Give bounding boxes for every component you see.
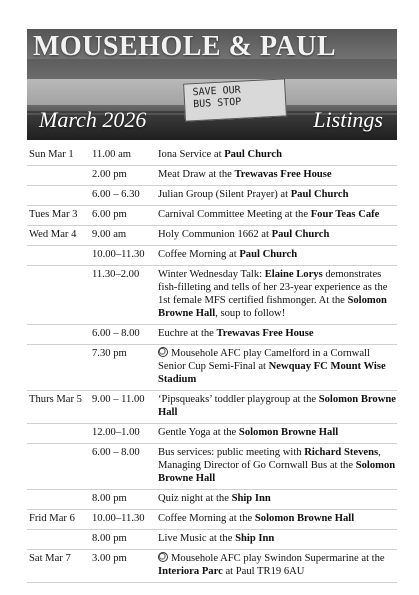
- listing-text: Iona Service at: [158, 149, 225, 160]
- listing-row: [27, 266, 397, 325]
- listing-text: Mousehole AFC play Camelford in a Cornwall Senior Cup Semi-Final at: [158, 348, 370, 372]
- listing-text: Winter Wednesday Talk:: [158, 269, 265, 280]
- header-banner: [27, 29, 397, 140]
- listing-description: [158, 446, 397, 485]
- listing-venue: Trewavas Free House: [234, 169, 332, 180]
- page-title: MOUSEHOLE & PAUL: [33, 31, 337, 62]
- listing-day: Sun Mar 1: [29, 149, 74, 160]
- listing-text: Bus services: public meeting with: [158, 447, 305, 458]
- listing-description: [158, 512, 397, 525]
- bus-stop-sign: [183, 78, 287, 121]
- listing-venue: Solomon Browne Hall: [254, 513, 355, 524]
- listing-text: Live Music at the: [158, 533, 236, 544]
- listing-text: Euchre at the: [158, 328, 217, 339]
- listing-time: 6.00 – 6.30: [92, 189, 140, 200]
- listing-text: , Managing Director of Go Cornwall Bus at the: [158, 447, 381, 471]
- listing-row: [27, 345, 397, 391]
- listings-table: [27, 146, 397, 583]
- listing-row: [27, 444, 397, 490]
- listing-description: [158, 268, 397, 320]
- listing-description: [158, 148, 397, 161]
- listing-description: [158, 426, 397, 439]
- listing-day: Wed Mar 4: [29, 229, 77, 240]
- listing-text: ‘Pipsqueaks’ toddler playgroup at the: [158, 394, 319, 405]
- listing-text: Holy Communion 1662 at: [158, 229, 272, 240]
- listing-row: [27, 325, 397, 345]
- listing-row: [27, 166, 397, 186]
- listing-venue: Ship Inn: [231, 493, 271, 504]
- listing-venue: Paul Church: [224, 149, 282, 160]
- listing-row: [27, 206, 397, 226]
- listing-time: 6.00 – 8.00: [92, 328, 140, 339]
- listing-row: [27, 424, 397, 444]
- listing-row: [27, 226, 397, 246]
- listing-time: 10.00–11.30: [92, 249, 145, 260]
- listing-text: Mousehole AFC play Swindon Supermarine at the: [171, 553, 385, 564]
- listing-venue: Solomon Browne Hall: [238, 427, 339, 438]
- listing-row: [27, 246, 397, 266]
- listing-text: , soup to follow!: [215, 308, 286, 319]
- listing-venue: Paul Church: [271, 229, 330, 240]
- sign-text: [192, 85, 241, 111]
- section-label: Listings: [313, 107, 383, 132]
- listing-text: Quiz night at the: [158, 493, 232, 504]
- listing-description: [158, 168, 397, 181]
- listing-description: [158, 532, 397, 545]
- listing-day: Tues Mar 3: [29, 209, 78, 220]
- listing-row: [27, 550, 397, 583]
- sign-line-2: BUS STOP: [192, 96, 242, 111]
- listing-row: [27, 490, 397, 510]
- listing-time: 8.00 pm: [92, 493, 127, 504]
- listing-description: [158, 248, 397, 261]
- listing-description: [158, 208, 397, 221]
- listing-time: 7.30 pm: [92, 348, 127, 359]
- listing-description: [158, 492, 397, 505]
- listing-row: [27, 530, 397, 550]
- listing-text: Coffee Morning at: [158, 249, 240, 260]
- listing-venue: Paul Church: [239, 249, 298, 260]
- listing-description: [158, 188, 397, 201]
- listing-time: 11.00 am: [92, 149, 132, 160]
- listing-text: Coffee Morning at the: [158, 513, 255, 524]
- listing-venue: Interiora Parc: [158, 566, 223, 577]
- listing-venue: Elaine Lorys: [264, 269, 323, 280]
- listing-text: at Paul TR19 6AU: [222, 566, 305, 577]
- listing-text: Julian Group (Silent Prayer) at: [158, 189, 291, 200]
- listing-text: demonstrates fish-filleting and tells of her 23-year experience as the 1st female MFS certified fishmonger. At the: [158, 269, 388, 306]
- listing-venue: Richard Stevens: [304, 447, 379, 458]
- listing-description: [158, 393, 397, 419]
- listing-venue: Paul Church: [290, 189, 349, 200]
- listing-day: Frid Mar 6: [29, 513, 75, 524]
- listing-time: 11.30–2.00: [92, 269, 140, 280]
- listing-day: Thurs Mar 5: [29, 394, 82, 405]
- listing-venue: Solomon Browne Hall: [158, 295, 387, 319]
- listing-venue: Solomon Browne Hall: [158, 460, 396, 484]
- listing-venue: Four Teas Cafe: [310, 209, 380, 220]
- listing-time: 8.00 pm: [92, 533, 127, 544]
- listing-venue: Ship Inn: [235, 533, 275, 544]
- listing-text: Carnival Committee Meeting at the: [158, 209, 311, 220]
- listing-time: 2.00 pm: [92, 169, 127, 180]
- listing-description: [158, 347, 397, 386]
- listing-row: [27, 391, 397, 424]
- listing-row: [27, 146, 397, 166]
- listing-time: 3.00 pm: [92, 553, 127, 564]
- listing-description: [158, 228, 397, 241]
- listing-time: 9.00 am: [92, 229, 127, 240]
- listing-description: [158, 552, 397, 578]
- football-icon: [158, 552, 168, 562]
- listing-venue: Solomon Browne Hall: [158, 394, 396, 418]
- football-icon: [158, 347, 168, 357]
- listing-venue: Trewavas Free House: [216, 328, 314, 339]
- listing-time: 6.00 – 8.00: [92, 447, 140, 458]
- listing-venue: Newquay FC Mount Wise Stadium: [158, 361, 386, 385]
- month-label: March 2026: [39, 107, 147, 132]
- listing-time: 9.00 – 11.00: [92, 394, 145, 405]
- listing-text: Gentle Yoga at the: [158, 427, 239, 438]
- listing-row: [27, 186, 397, 206]
- listing-time: 12.00–1.00: [92, 427, 140, 438]
- listing-time: 6.00 pm: [92, 209, 127, 220]
- listing-day: Sat Mar 7: [29, 553, 71, 564]
- listing-text: Meat Draw at the: [158, 169, 235, 180]
- listing-time: 10.00–11.30: [92, 513, 145, 524]
- listing-row: [27, 510, 397, 530]
- sign-line-1: SAVE OUR: [192, 84, 241, 99]
- listing-description: [158, 327, 397, 340]
